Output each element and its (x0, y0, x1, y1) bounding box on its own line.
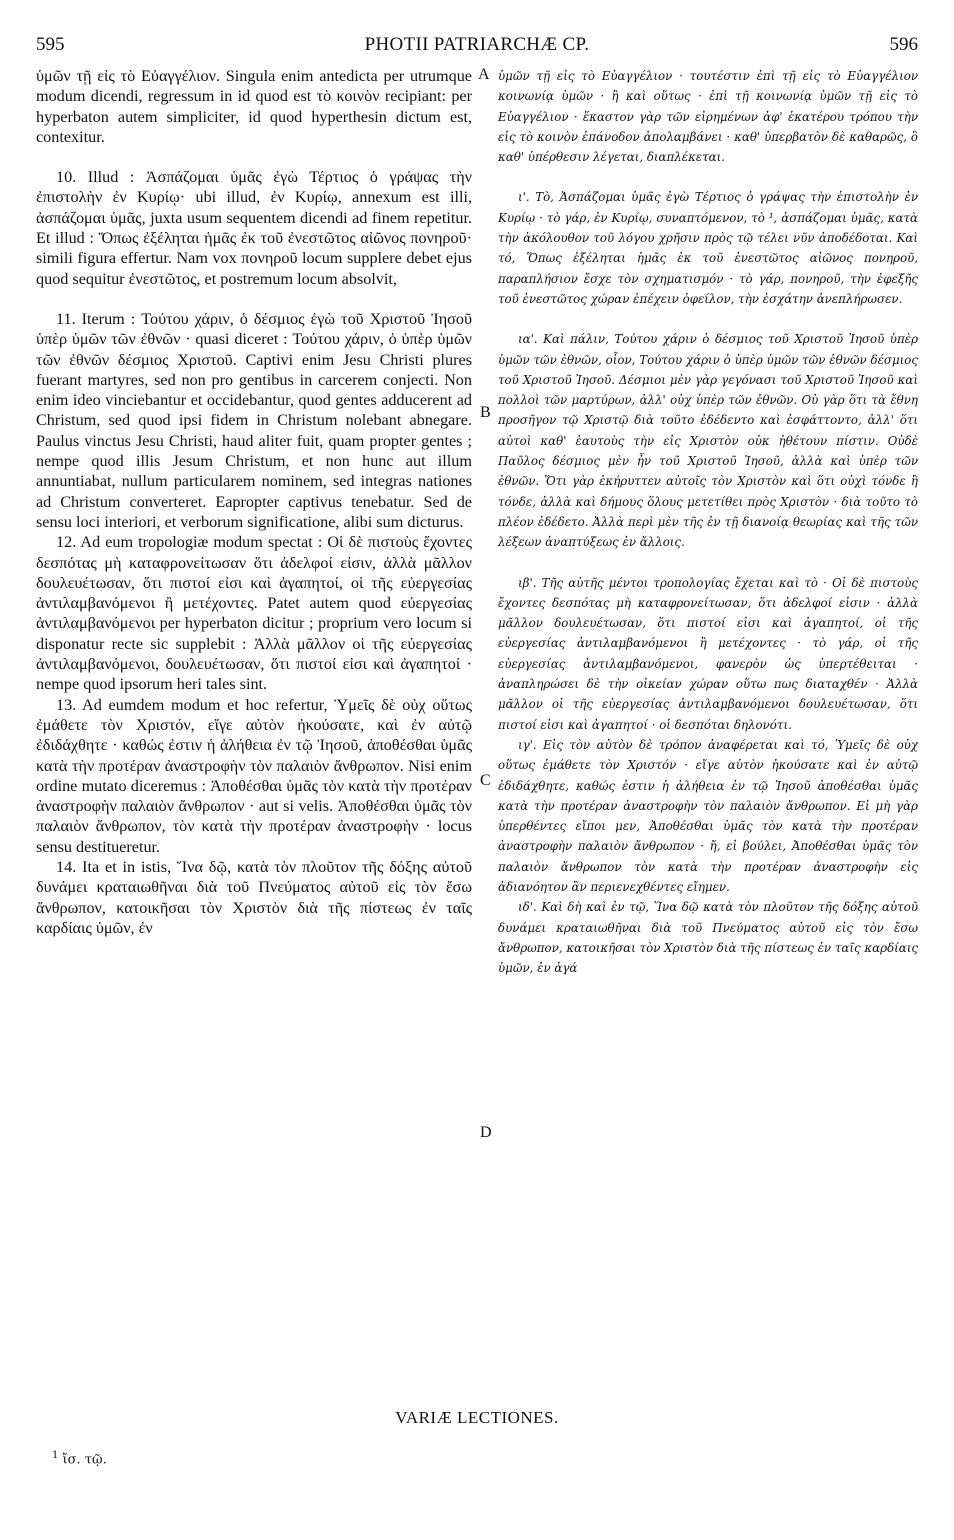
greek-paragraph-11: ια'. Καὶ πάλιν, Τούτου χάριν ὁ δέσμιος τοῦ Χριστοῦ Ἰησοῦ ὑπὲρ ὑμῶν τῶν ἐθνῶν, οἷον, Τούτου χάριν ὁ ὑπὲρ ὑμῶν τῶν ἐθνῶν δέσμιος τοῦ Χριστοῦ Ἰησοῦ. Δέσμιοι μὲν γὰρ γεγόνασι τοῦ Χριστοῦ Ἰησοῦ καὶ πολλοὶ τῶν μαρτύρων, ἀλλ' οὐχ ὑπὲρ τῶν ἐθνῶν. Οὐ γὰρ ὅτι τὰ ἔθνη προσῆγον τῷ Χριστῷ διὰ τοῦτο ἐδέδεντο καὶ ἐσφάττοντο, ἀλλ' ὅτι αὐτοὶ καθ' ἑαυτοὺς τὴν εἰς Χριστὸν οὐκ ἠθέτουν πίστιν. Οὐδὲ Παῦλος δέσμιος μὲν ἦν τοῦ Χριστοῦ Ἰησοῦ, ἀλλὰ καὶ ὑπὲρ τῶν ἐθνῶν. Ὅτι γὰρ ἐκήρυττεν αὐτοῖς τὸν Χριστὸν καὶ ὅτι οὐχὶ τόνδε ἢ τόνδε, ἀλλὰ καὶ δήμους ὅλους μετετίθει πρὸς Χριστὸν · διὰ τοῦτο τὸ πλέον ἐδέδετο. Ἀλλὰ περὶ μὲν τῆς ἐν τῇ διανοίᾳ θεωρίας καὶ τῆς τῶν λέξεων ἀναπτύξεως ἐν ἄλλοις. (498, 332, 918, 550)
latin-paragraph-10: 10. Illud : Ἀσπάζομαι ὑμᾶς ἐγὼ Τέρτιος ὁ γράψας τὴν ἐπιστολὴν ἐν Κυρίῳ· ubi illud, ἐν Κυρίῳ, annexum est illi, ἀσπάζομαι ὑμᾶς, juxta usum sequentem dicendi ad finem repetitur. Et illud : Ὅπως ἐξέληται ἡμᾶς ἐκ τοῦ ἐνεστῶτος αἰῶνος πονηροῦ· simili figura effertur. Nam vox πονηροῦ locum supplere debet ejus quod sequitur ἐνεστῶτος, et postremum locum absolvit, (36, 168, 472, 288)
variae-lectiones-heading: VARIÆ LECTIONES. (395, 1408, 559, 1427)
margin-letter-c: C (480, 772, 491, 789)
latin-paragraph-13: 13. Ad eumdem modum et hoc refertur, Ὑμεῖς δὲ οὐχ οὕτως ἐμάθετε τὸν Χριστόν, εἴγε αὐτὸν ἠκούσατε, καὶ ἐν αὐτῷ ἐδιδάχθητε · καθώς ἐστιν ἡ ἀλήθεια ἐν τῷ Ἰησοῦ, ἀποθέσθαι ὑμᾶς κατὰ τὴν προτέραν ἀναστροφὴν τὸν παλαιὸν ἄνθρωπον. Nisi enim ordine mutato diceremus : Ἀποθέσθαι ὑμᾶς τὸν κατὰ τὴν προτέραν ἀναστροφὴν παλαιὸν ἄνθρωπον · aut si velis. Ἀποθέσθαι ὑμᾶς τὸν παλαιὸν ἄνθρωπον, τὸν κατὰ τὴν προτέραν ἀναστροφὴν · locus sensu destitueretur. (36, 695, 472, 856)
margin-letter-d: D (480, 1124, 492, 1141)
greek-paragraph-14: ιδ'. Καὶ δὴ καὶ ἐν τῷ, Ἵνα δῷ κατὰ τὸν πλοῦτον τῆς δόξης αὐτοῦ δυνάμει κραταιωθῆναι διὰ τοῦ Πνεύματος αὐτοῦ εἰς τὸν ἔσω ἄνθρωπον, κατοικῆσαι τὸν Χριστὸν διὰ τῆς πίστεως ἐν ταῖς καρδίαις ὑμῶν, ἐν ἀγά (498, 900, 918, 976)
footnote-text: ἴσ. τῷ. (62, 1452, 107, 1468)
latin-paragraph-11: 11. Iterum : Τούτου χάριν, ὁ δέσμιος ἐγὼ τοῦ Χριστοῦ Ἰησοῦ ὑπὲρ ὑμῶν τῶν ἐθνῶν · quasi diceret : Τούτου χάριν, ὁ ὑπὲρ ὑμῶν τῶν ἐθνῶν δέσμιος Χριστοῦ. Captivi enim Jesu Christi plures fuerant martyres, sed non pro gentibus in carcerem conjecti. Non enim ideo vinciebantur et occidebantur, quod gentes adducerent ad Christum, sed quod ipsi fidem in Christum nolebant abnegare. Paulus vinctus Jesu Christi, haud aliter fuit, quam propter gentes ; nempe quod illis Jesum Christum, et non hunc aut illum annuntiabat, nullum particularem nominem, sed integras nationes ad Christum converteret. Eapropter captivus tenebatur. Sed de sensu loci interiori, et verborum significatione, alibi sum dicturus. (36, 309, 472, 531)
greek-column (498, 66, 918, 978)
latin-column (36, 66, 472, 938)
greek-paragraph-intro: ὑμῶν τῇ εἰς τὸ Εὐαγγέλιον · τουτέστιν ἐπὶ τῇ εἰς τὸ Εὐαγγέλιον κοινωνίᾳ ὑμῶν · ἢ καὶ οὕτως · ἐπὶ τῇ κοινωνίᾳ ὑμῶν τῇ εἰς τὸ Εὐαγγέλιον · ἕκαστον γὰρ τῶν εἰρημένων ἀφ' ἑκατέρου τρόπου τὴν εἰς τὸ κοινὸν ἐπάνοδον ἀπολαμβάνει · καθ' ὑπερβατὸν δὲ καθαρῶς, ὃ καθ' ὑπέρθεσιν λέγεται, διαπλέκεται. (498, 69, 918, 165)
latin-paragraph-12: 12. Ad eum tropologiæ modum spectat : Οἱ δὲ πιστοὺς ἔχοντες δεσπότας μὴ καταφρονείτωσαν ὅτι ἀδελφοί εἰσιν, ἀλλὰ μᾶλλον δουλευέτωσαν, ὅτι πιστοί εἰσι καὶ ἀγαπητοί, οἱ τῆς εὐεργεσίας ἀντιλαμβανόμενοι ἢ μετέχοντες. Patet autem quod εὐεργεσίας ἀντιλαμβανόμενοι per hyperbaton dicitur ; proprium vero locum si disponatur recte sic supplebit : Ἀλλὰ μᾶλλον οἱ τῆς εὐεργεσίας ἀντιλαμβανόμενοι, δουλευέτωσαν, ὅτι πιστοί εἰσι καὶ ἀγαπητοί · nempe quod ipsorum heri tales sint. (36, 533, 472, 694)
footnote-mark: 1 (52, 1450, 59, 1461)
page-number-right: 596 (889, 34, 918, 55)
running-title: PHOTII PATRIARCHÆ CP. (364, 34, 590, 55)
latin-paragraph-14: 14. Ita et in istis, Ἵνα δῷ, κατὰ τὸν πλοῦτον τῆς δόξης αὐτοῦ δυνάμει κραταιωθῆναι διὰ τοῦ Πνεύματος αὐτοῦ εἰς τὸν ἔσω ἄνθρωπον, κατοικῆσαι τὸν Χριστὸν διὰ τῆς πίστεως ἐν ταῖς καρδίαις ὑμῶν, ἐν (36, 857, 472, 937)
footnote (52, 1450, 107, 1467)
page-number-left: 595 (36, 34, 65, 55)
greek-paragraph-10: ι'. Τὸ, Ἀσπάζομαι ὑμᾶς ἐγὼ Τέρτιος ὁ γράψας τὴν ἐπιστολὴν ἐν Κυρίῳ · τὸ γάρ, ἐν Κυρίῳ, συναπτόμενον, τὸ ¹, ἀσπάζομαι ὑμᾶς, κατὰ τὴν ἀκόλουθον τοῦ λόγου χρῆσιν πρὸς τῷ τέλει νῦν ἀποδέδοται. Καὶ τό, Ὅπως ἐξέληται ἡμᾶς ἐκ τοῦ ἐνεστῶτος αἰῶνος πονηροῦ, παραπλήσιον ἔσχε τὸν σχηματισμόν · τὸ γάρ, πονηροῦ, τὴν ἐφεξῆς τοῦ ἐνεστῶτος χώραν ἐπέχειν ὀφείλον, τὴν ἐσχάτην ἀνεπλήρωσεν. (498, 190, 918, 306)
greek-paragraph-12: ιβ'. Τῆς αὐτῆς μέντοι τροπολογίας ἔχεται καὶ τὸ · Οἱ δὲ πιστοὺς ἔχοντες δεσπότας μὴ καταφρονείτωσαν, ὅτι ἀδελφοί εἰσιν · ἀλλὰ μᾶλλον δουλευέτωσαν, ὅτι πιστοί εἰσι καὶ ἀγαπητοί, οἱ τῆς εὐεργεσίας ἀντιλαμβανόμενοι ἢ μετέχοντες · τὸ γάρ, οἱ τῆς εὐεργεσίας ἀντιλαμβανόμενοι, φανερὸν ὡς ὑπερτέθειται · ἀναπληρώσει δὲ τὴν οἰκείαν χώραν οὕτω πως διαταχθέν · Ἀλλὰ μᾶλλον οἱ τῆς εὐεργεσίας ἀντιλαμβανόμενοι δουλευέτωσαν, ὅτι πιστοί εἰσι καὶ ἀγαπητοί · οἱ δεσπόται δηλονότι. (498, 575, 918, 732)
latin-paragraph-intro: ὑμῶν τῇ εἰς τὸ Εὐαγγέλιον. Singula enim antedicta per utrumque modum dicendi, regressum in id quod est τὸ κοινὸν recipiant: per hyperbaton autem simpliciter, id quod hyperthesin dictum est, contexitur. (36, 67, 472, 146)
margin-letter-a: A (478, 66, 490, 83)
margin-letter-b: B (480, 404, 491, 421)
greek-paragraph-13: ιγ'. Εἰς τὸν αὐτὸν δὲ τρόπον ἀναφέρεται καὶ τό, Ὑμεῖς δὲ οὐχ οὕτως ἐμάθετε τὸν Χριστόν · εἴγε αὐτὸν ἠκούσατε καὶ ἐν αὐτῷ ἐδιδάχθητε, καθώς ἐστιν ἡ ἀλήθεια ἐν τῷ Ἰησοῦ ἀποθέσθαι ὑμᾶς κατὰ τὴν προτέραν ἀναστροφὴν τὸν παλαιὸν ἄνθρωπον. Εἰ μὴ γὰρ ὑπερθέντες εἴποι μεν, Ἀποθέσθαι ὑμᾶς τὸν κατὰ τὴν προτέραν ἀναστροφὴν παλαιὸν ἄνθρωπον · ἤ, εἰ βούλει, Ἀποθέσθαι ὑμᾶς τὸν παλαιὸν ἄνθρωπον τὸν κατὰ τὴν προτέραν ἀναστροφὴν εἰς ἀδιανόητον ἂν περιενεχθέντες εἴημεν. (498, 737, 918, 894)
page-header (0, 34, 954, 58)
